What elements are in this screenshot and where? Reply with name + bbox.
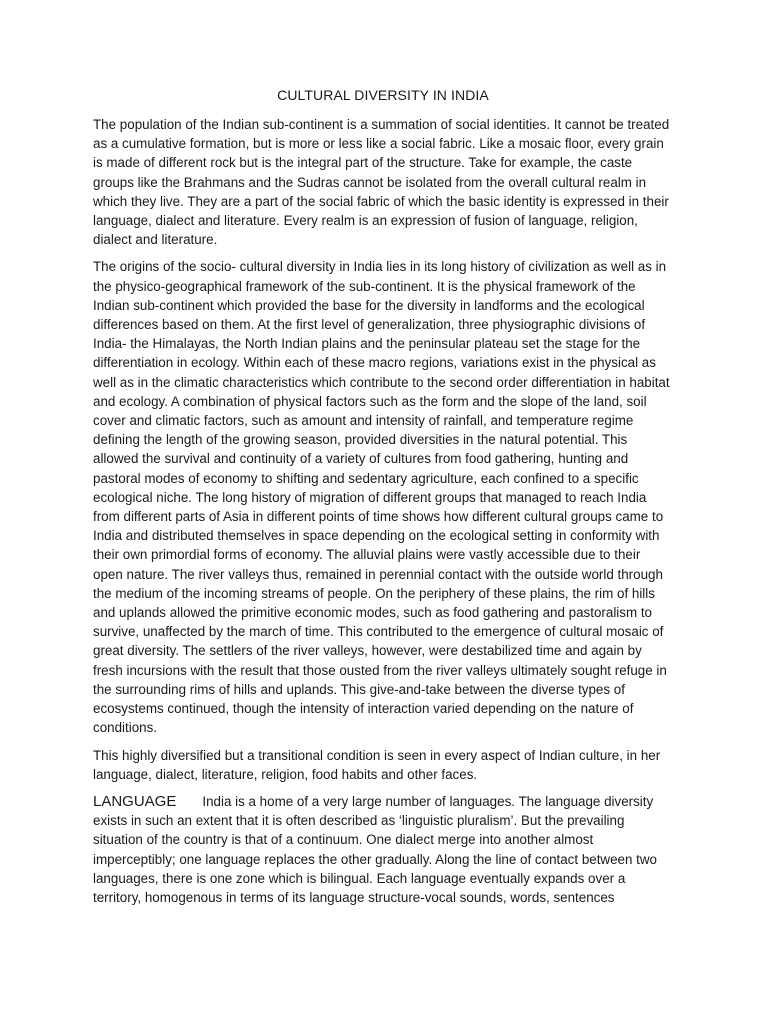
section-heading-language: LANGUAGE — [93, 792, 177, 810]
paragraph-transitional: This highly diversified but a transitional condition is seen in every aspect of Indian culture, in her language, dialect, literature, religion, food habits and other faces. — [93, 747, 661, 782]
paragraph-population: The population of the Indian sub-continent is a summation of social identities. It cannot be treated as a cumulative formation, but is more or less like a social fabric. Like a mosaic floor, every grain is made of different rock but is the integral part of the structure. Take for example, the caste groups like the Brahmans and the Sudras cannot be isolated from the overall cultural realm in which they live. They are a part of the social fabric of which the basic identity is expressed in their language, dialect and literature. Every realm is an expression of fusion of language, religion, dialect and literature. — [93, 117, 670, 248]
document-title: CULTURAL DIVERSITY IN INDIA — [277, 87, 489, 103]
paragraph-origins: The origins of the socio- cultural diversity in India lies in its long history of civilization as well as in the physico-geographical framework of the sub-continent. It is the physical framework of the Indian sub-continent which provided the base for the diversity in landforms and the ecological differences based on them. At the first level of generalization, three physiographic divisions of India- the Himalayas, the North Indian plains and the peninsular plateau set the stage for the differentiation in ecology. Within each of these macro regions, variations exist in the physical as well as in the climatic characteristics which contribute to the second order differentiation in habitat and ecology. A combination of physical factors such as the form and the slope of the land, soil cover and climatic factors, such as amount and intensity of rainfall, and temperature regime defining the length of the growing season, provided diversities in the natural potential. This allowed the survival and continuity of a variety of cultures from food gathering, hunting and pastoral modes of economy to shifting and sedentary agriculture, each confined to a specific ecological niche. The long history of migration of different groups that managed to reach India from different parts of Asia in different points of time shows how different cultural groups came to India and distributed themselves in space depending on the ecological setting in conformity with their own primordial forms of economy. The alluvial plains were vastly accessible due to their open nature. The river valleys thus, remained in perennial contact with the outside world through the medium of the incoming streams of people. On the periphery of these plains, the rim of hills and uplands allowed the primitive economic modes, such as food gathering and pastoralism to survive, unaffected by the march of time. This contributed to the emergence of cultural mosaic of great diversity. The settlers of the river valleys, however, were destabilized time and again by fresh incursions with the result that those ousted from the river valleys ultimately sought refuge in the surrounding rims of hills and uplands. This give-and-take between the diverse types of ecosystems continued, though the intensity of interaction varied depending on the nature of conditions. — [93, 259, 670, 736]
language-section-text: India is a home of a very large number of languages. The language diversity exists in such an extent that it is often described as ‘linguistic pluralism’. But the prevailing situation of the country is that of a continuum. One dialect merge into another almost imperceptibly; one language replaces the other gradually. Along the line of contact between two languages, there is one zone which is bilingual. Each language eventually expands over a territory, homogenous in terms of its language structure-vocal sounds, words, sentences — [93, 793, 658, 905]
document-page — [93, 86, 673, 915]
paragraph-language — [93, 792, 673, 907]
